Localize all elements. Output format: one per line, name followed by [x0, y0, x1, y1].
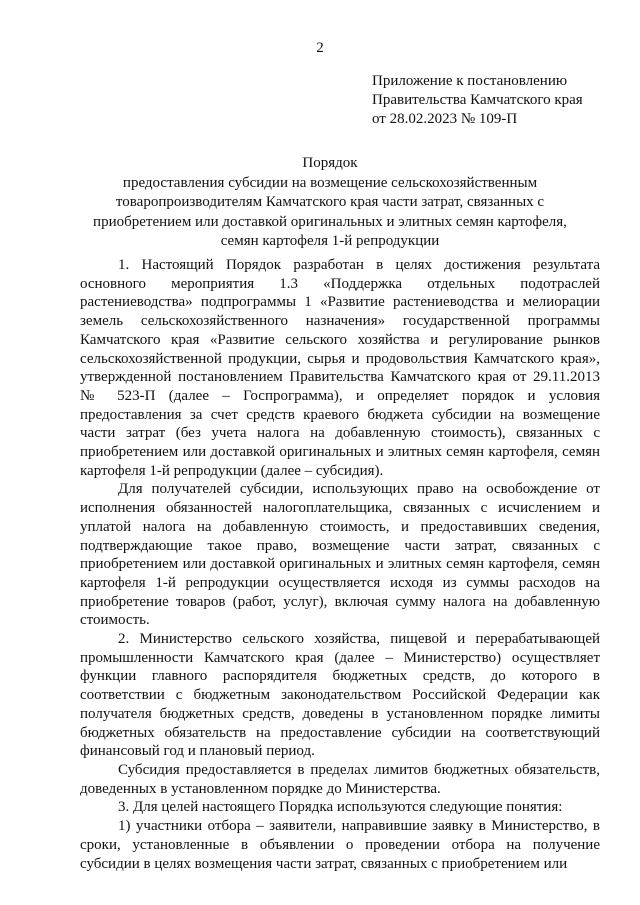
title-line: предоставления субсидии на возмещение сельскохозяйственным	[122, 174, 538, 191]
document-body	[80, 256, 600, 873]
title-line: семян картофеля 1-й репродукции	[220, 233, 440, 249]
document-title	[80, 154, 580, 252]
title-line: Порядок	[302, 155, 358, 171]
appendix-line: от 28.02.2023 № 109-П	[372, 111, 518, 127]
appendix-block	[372, 72, 583, 129]
page-number: 2	[316, 40, 324, 56]
title-line: товаропроизводителям Камчатского края части затрат, связанных с	[115, 194, 545, 210]
paragraph: 2. Министерство сельского хозяйства, пищевой и перерабатывающей промышленности Камчатского края (далее – Министерство) осуществляет функции главного распорядителя бюджетных средств, до которого в соответствии с бюджетным законодательством Российской Федерации как получателя бюджетных средств, доведены в установленном порядке лимиты бюджетных обязательств на предоставление субсидии на соответствующий финансовый год и плановый период.	[80, 631, 600, 760]
title-line: приобретением или доставкой оригинальных и элитных семян картофеля,	[93, 213, 567, 230]
paragraph: 1. Настоящий Порядок разработан в целях достижения результата основного мероприятия 1.3 «Поддержка отдельных подотраслей растениеводства» подпрограммы 1 «Развитие растениеводства и мелиорации земель сельскохозяйственного назначения» государственной программы Камчатского края «Развитие сельского хозяйства и регулирование рынков сельскохозяйственной продукции, сырья и продовольствия Камчатского края», утвержденной постановлением Правительства Камчатского края от 29.11.2013 № 523-П (далее – Госпрограмма), и определяет порядок и условия предоставления за счет средств краевого бюджета субсидии на возмещение части затрат (без учета налога на добавленную стоимость), связанных с приобретением или доставкой оригинальных и элитных семян картофеля, семян картофеля 1-й репродукции (далее – субсидия).	[80, 257, 600, 479]
paragraph: 1) участники отбора – заявители, направившие заявку в Министерство, в сроки, установленные в объявлении о проведении отбора на получение субсидии в целях возмещения части затрат, связанных с приобретением или	[80, 818, 600, 872]
paragraph: Для получателей субсидии, использующих право на освобождение от исполнения обязанностей налогоплательщика, связанных с исчислением и уплатой налога на добавленную стоимость, и предоставивших сведения, подтверждающие такое право, возмещение части затрат, связанных с приобретением или доставкой оригинальных и элитных семян картофеля, семян картофеля 1-й репродукции осуществляется исходя из суммы расходов на приобретение товаров (работ, услуг), включая сумму налога на добавленную стоимость.	[80, 481, 600, 629]
appendix-line: Приложение к постановлению	[372, 73, 568, 89]
paragraph: Субсидия предоставляется в пределах лимитов бюджетных обязательств, доведенных в установленном порядке до Министерства.	[80, 761, 600, 797]
paragraph: 3. Для целей настоящего Порядка используются следующие понятия:	[118, 799, 563, 816]
appendix-line: Правительства Камчатского края	[372, 92, 583, 108]
